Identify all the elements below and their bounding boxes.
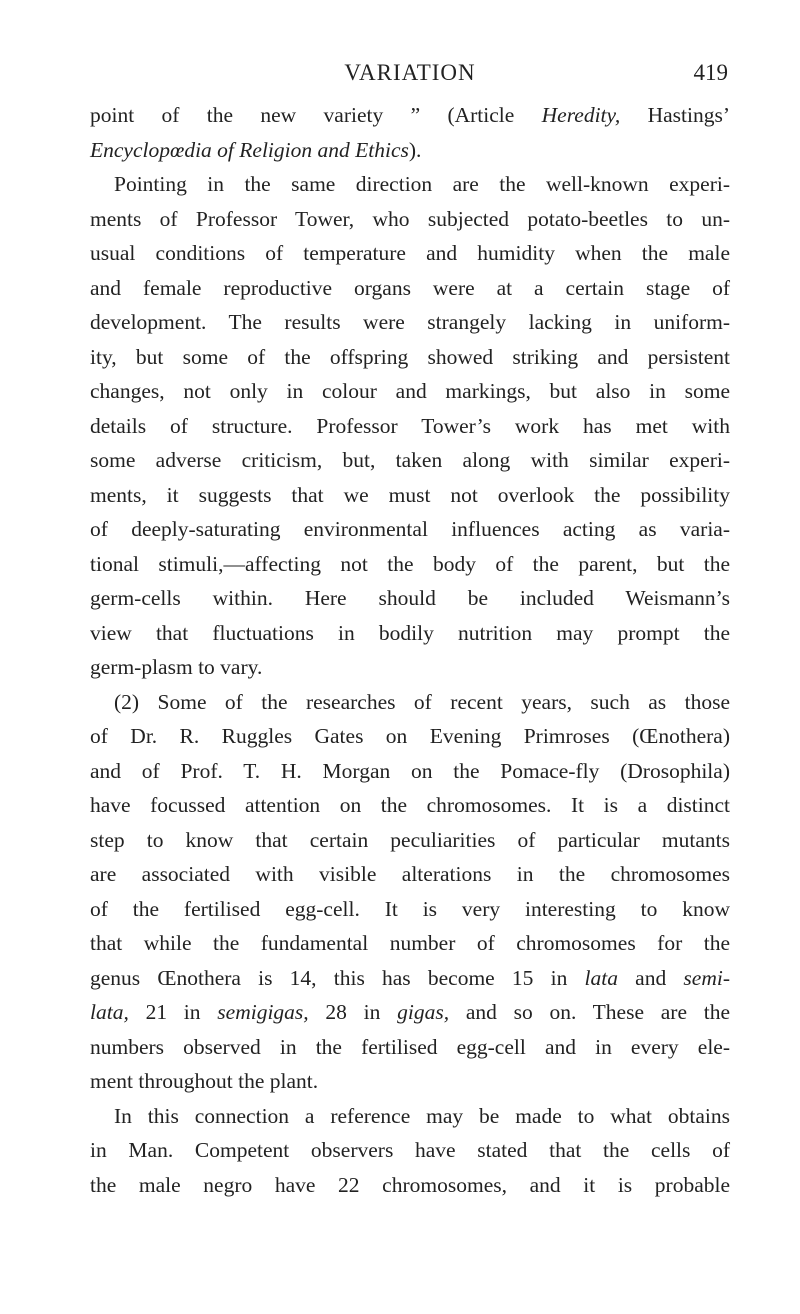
- text-line: [90, 719, 730, 754]
- text-run: details of structure. Professor Tower’s work has met with: [90, 413, 730, 438]
- text-line: [90, 1099, 730, 1134]
- text-run: development. The results were strangely lacking in uniform-: [90, 310, 730, 334]
- text-line: [90, 305, 730, 340]
- text-line: [90, 512, 730, 547]
- text-run: in Man. Competent observers have stated that the cells of: [90, 1138, 730, 1162]
- text-line: [90, 443, 730, 478]
- text-run: In this connection a reference may be made to what obtains: [114, 1103, 730, 1128]
- text-run: and of Prof. T. H. Morgan on the Pomace-fly (Drosophila): [90, 758, 730, 783]
- text-line: [90, 857, 730, 892]
- text-line: [90, 133, 730, 168]
- text-run: Pointing in the same direction are the well-known experi-: [114, 172, 730, 196]
- text-run: that while the fundamental number of chromosomes for the: [90, 931, 730, 955]
- text-run: have focussed attention on the chromosomes. It is a distinct: [90, 793, 730, 817]
- text-run: changes, not only in colour and markings, but also in some: [90, 379, 730, 403]
- text-run: and: [617, 965, 684, 990]
- text-line: [90, 581, 730, 616]
- text-line: [90, 236, 730, 271]
- text-line: [90, 788, 730, 823]
- text-run: of the fertilised egg-cell. It is very interesting to know: [90, 896, 730, 921]
- text-line: [90, 685, 730, 720]
- text-line: [90, 98, 730, 133]
- text-run: of Dr. R. Ruggles Gates on Evening Primroses (Œnothera): [90, 724, 730, 748]
- text-line: [90, 823, 730, 858]
- text-run: numbers observed in the fertilised egg-cell and in every ele-: [90, 1034, 730, 1059]
- text-run: and so on. These are the: [449, 1000, 731, 1024]
- text-line: [90, 616, 730, 651]
- text-line: [90, 754, 730, 789]
- text-run: Hastings’: [620, 103, 730, 127]
- text-line: [90, 340, 730, 375]
- text-line: [90, 961, 730, 996]
- body-text: [90, 98, 730, 1202]
- text-run: of deeply-saturating environmental influences acting as varia-: [90, 517, 730, 541]
- text-run: step to know that certain peculiarities of particular mutants: [90, 827, 730, 852]
- text-line: [90, 892, 730, 927]
- text-run: tional stimuli,—affecting not the body of the parent, but the: [90, 551, 730, 576]
- text-run: (2) Some of the researches of recent years, such as those: [114, 689, 730, 714]
- text-line: [90, 409, 730, 444]
- page-number: 419: [693, 60, 728, 85]
- text-run: ments, it suggests that we must not overlook the possibility: [90, 482, 730, 507]
- text-line: [90, 1133, 730, 1168]
- text-line: [90, 1064, 730, 1099]
- running-title: VARIATION: [344, 60, 476, 85]
- italic-text: semi-: [683, 965, 730, 990]
- text-line: [90, 478, 730, 513]
- text-line: [90, 995, 730, 1030]
- text-run: and female reproductive organs were at a certain stage of: [90, 275, 730, 300]
- text-line: [90, 271, 730, 306]
- text-line: [90, 1030, 730, 1065]
- text-line: [90, 374, 730, 409]
- text-run: the male negro have 22 chromosomes, and it is probable: [90, 1172, 730, 1197]
- text-run: germ-plasm to vary.: [90, 655, 263, 679]
- text-run: usual conditions of temperature and humidity when the male: [90, 241, 730, 265]
- italic-text: lata: [584, 965, 618, 990]
- text-run: some adverse criticism, but, taken along with similar experi-: [90, 448, 730, 472]
- italic-text: Heredity,: [541, 103, 621, 127]
- text-run: are associated with visible alterations in the chromosomes: [90, 862, 730, 886]
- text-run: 28 in: [308, 1000, 398, 1024]
- text-run: ment throughout the plant.: [90, 1069, 319, 1093]
- text-run: ments of Professor Tower, who subjected potato-beetles to un-: [90, 206, 730, 231]
- italic-text: Encyclopœdia of Religion and Ethics: [90, 137, 409, 162]
- text-run: genus Œnothera is 14, this has become 15 in: [90, 965, 585, 990]
- text-run: ity, but some of the offspring showed striking and persistent: [90, 344, 730, 369]
- italic-text: semigigas,: [217, 1000, 309, 1024]
- text-run: point of the new variety ” (Article: [90, 103, 542, 127]
- text-run: view that fluctuations in bodily nutrition may prompt the: [90, 620, 730, 645]
- italic-text: gigas,: [397, 1000, 450, 1024]
- text-line: [90, 926, 730, 961]
- text-line: [90, 547, 730, 582]
- text-line: [90, 202, 730, 237]
- text-run: ).: [408, 137, 422, 162]
- running-head: [90, 60, 730, 94]
- text-line: [90, 1168, 730, 1203]
- text-line: [90, 167, 730, 202]
- text-run: germ-cells within. Here should be included Weismann’s: [90, 586, 730, 610]
- italic-text: lata,: [90, 1000, 129, 1024]
- text-run: 21 in: [128, 1000, 218, 1024]
- text-line: [90, 650, 730, 685]
